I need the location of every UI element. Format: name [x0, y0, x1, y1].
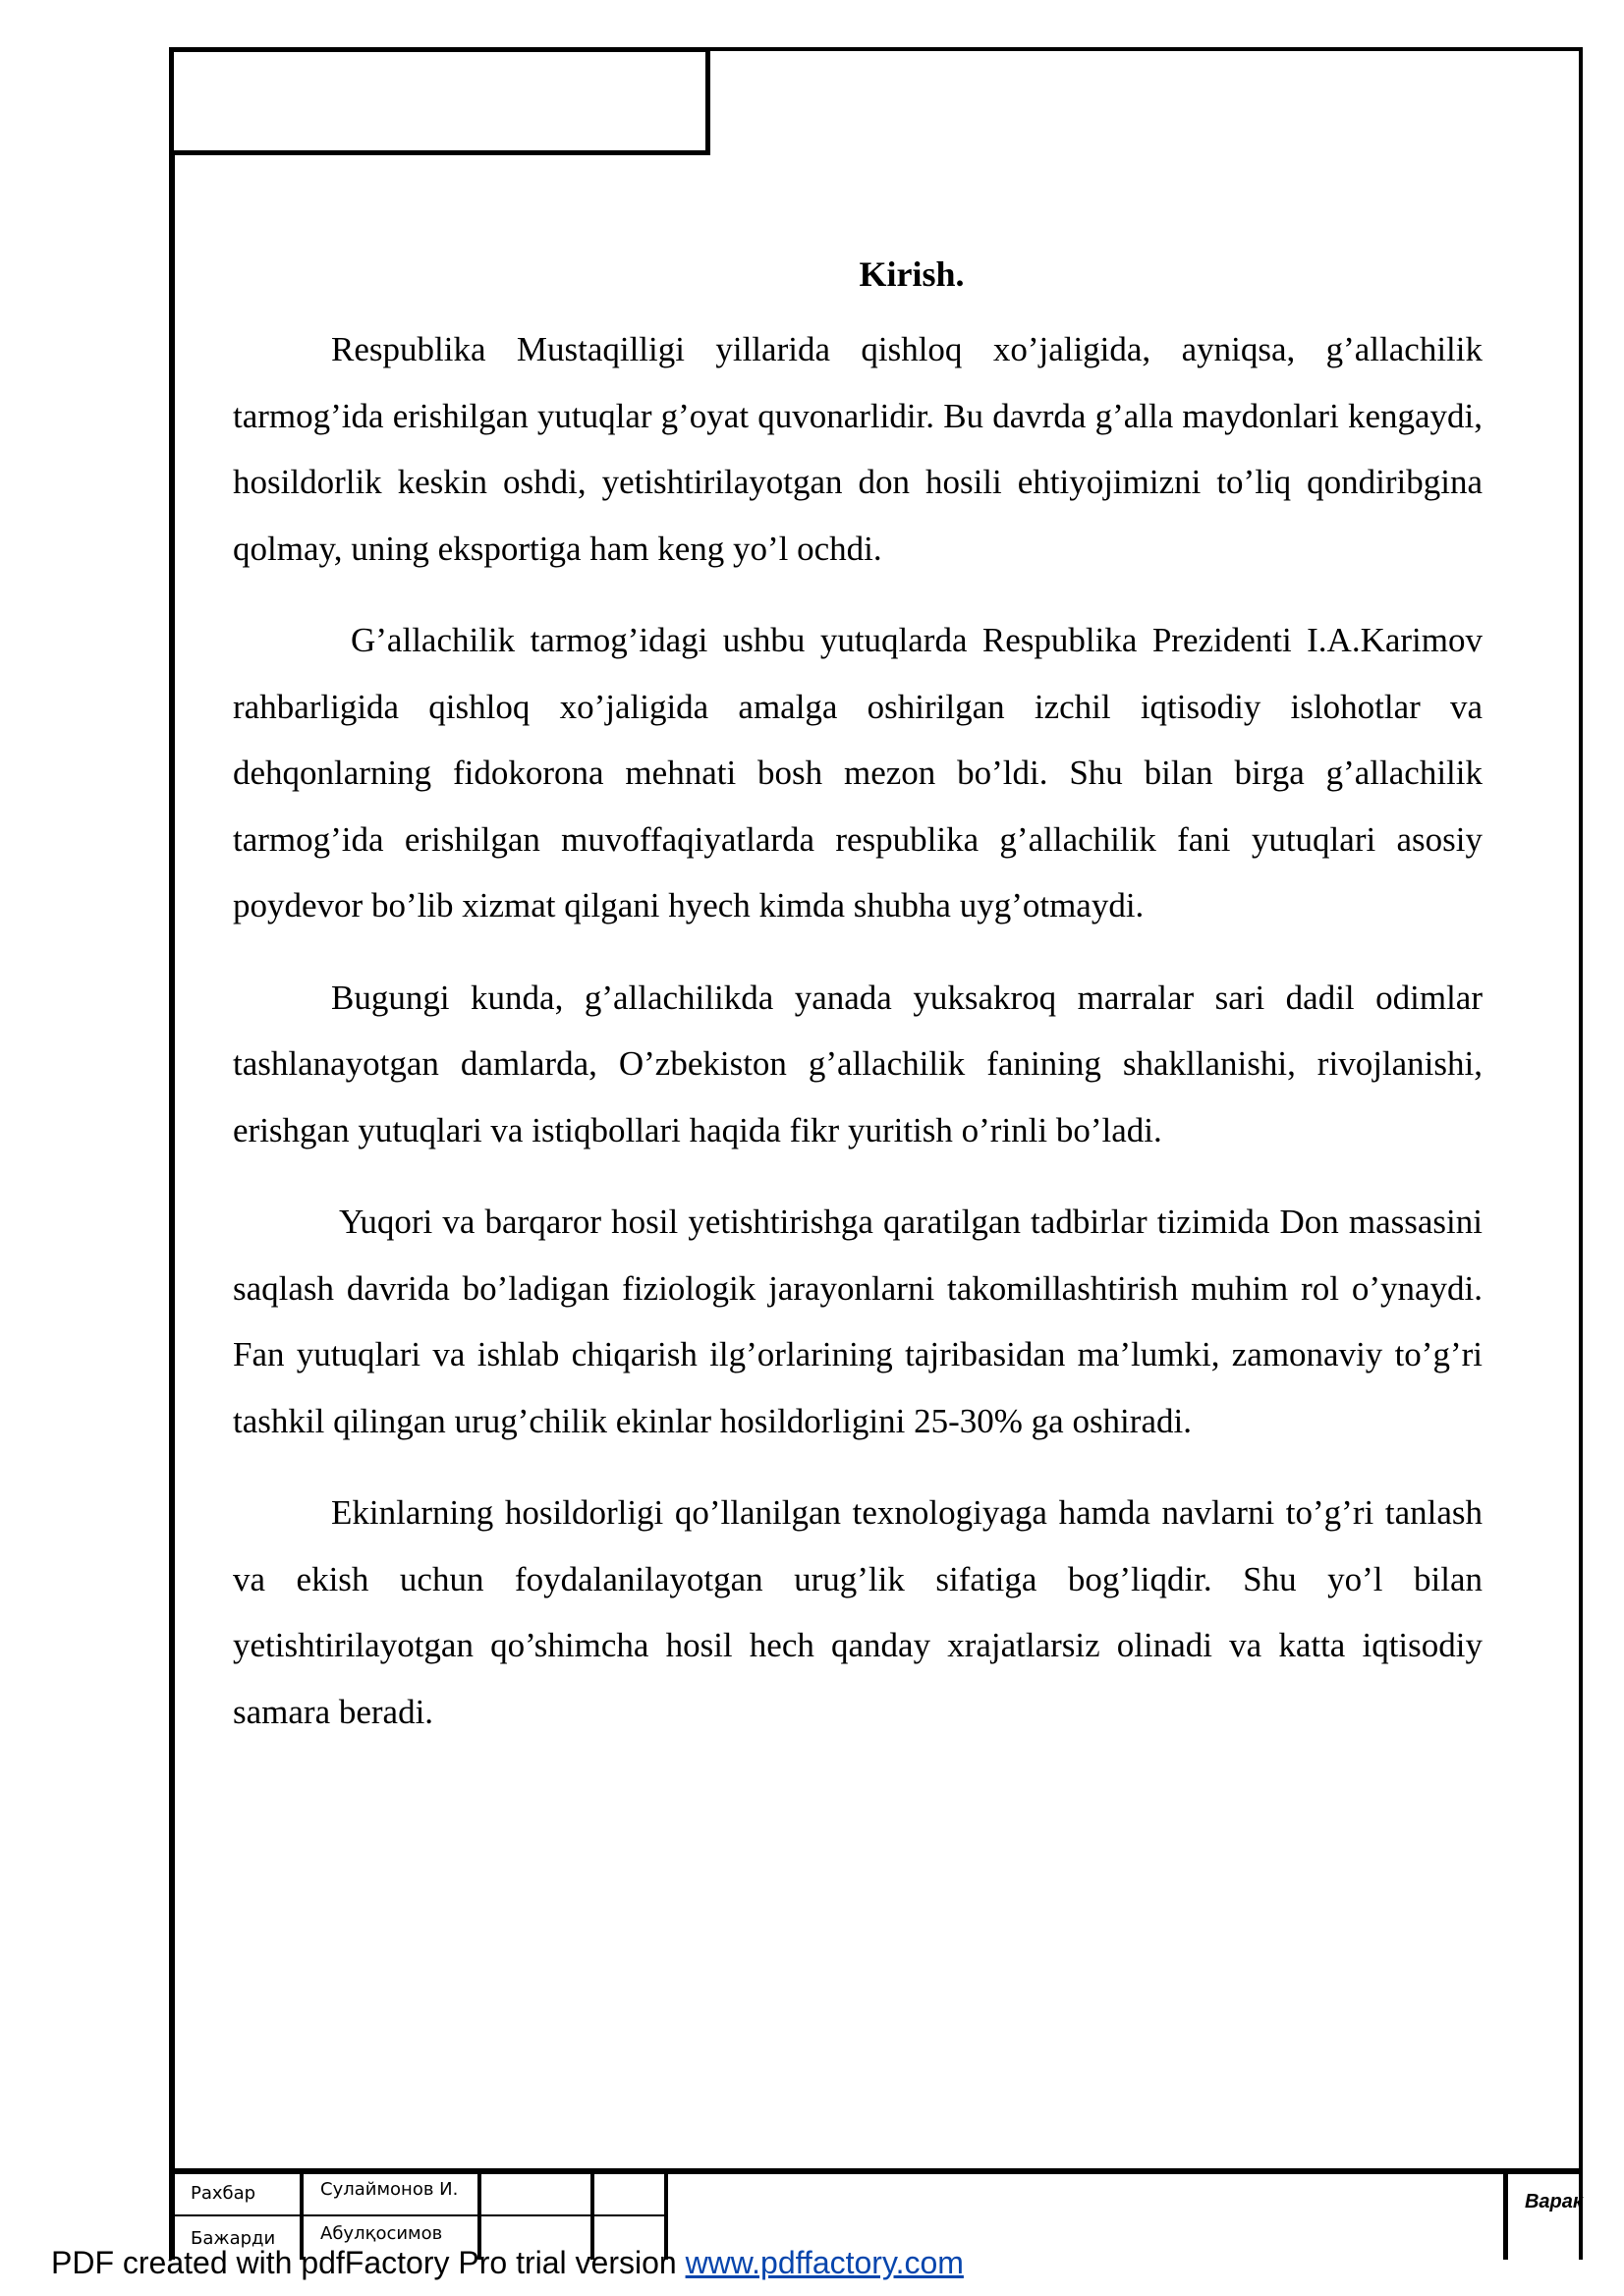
paragraph-3: Bugungi kunda, g’allachilikda yanada yuksakroq marralar sari dadil odimlar tashlanayotgan damlarda, O’zbekiston g’allachilik fanining shakllanishi, rivojlanishi, erishgan yutuqlari va istiqbollari haqida fikr yuritish o’rinli bo’ladi.: [233, 978, 1483, 1149]
stamp-role-executor: Бажарди: [191, 2228, 276, 2249]
paragraph-5: Ekinlarning hosildorligi qo’llanilgan texnologiyaga hamda navlarni to’g’ri tanlash va ekish uchun foydalanilayotgan urug’lik sifatiga bog’liqdir. Shu yo’l bilan yetishtirilayotgan qo’shimcha hosil hech qanday xrajatlarsiz olinadi va katta iqtisodiy samara beradi.: [233, 1493, 1483, 1731]
paragraph-1: Respublika Mustaqilligi yillarida qishloq xo’jaligida, ayniqsa, g’allachilik tarmog’ida erishilgan yutuqlar g’oyat quvonarlidir. Bu davrda g’alla maydonlari kengaydi, hosildorlik keskin oshdi, yetishtirilayotgan don hosili ehtiyojimizni to’liq qondiribgina qolmay, uning eksportiga ham keng yo’l ochdi.: [233, 330, 1483, 568]
sheet-box-divider: [1503, 2172, 1508, 2260]
stamp-sheet-label: Варак: [1524, 2191, 1583, 2212]
paragraph-4: Yuqori va barqaror hosil yetishtirishga qaratilgan tadbirlar tizimida Don massasini saqlash davrida bo’ladigan fiziologik jarayonlarni takomillashtirish muhim rol o’ynaydi. Fan yutuqlari va ishlab chiqarish ilg’orlarining tajribasidan ma’lumki, zamonaviy to’g’ri tashkil qilingan urug’chilik ekinlar hosildorligini 25-30% ga oshiradi.: [233, 1203, 1483, 1440]
title-corner-box: [169, 47, 710, 155]
pdf-footer: [51, 2245, 964, 2280]
stamp-top-rule: [169, 2168, 1583, 2174]
footer-link[interactable]: www.pdffactory.com: [685, 2245, 964, 2280]
stamp-name-executor: Абулқосимов: [320, 2223, 443, 2244]
document-title: Kirish.: [859, 254, 965, 294]
footer-text: PDF created with pdfFactory Pro trial version: [51, 2245, 686, 2280]
stamp-role-supervisor: Рахбар: [191, 2183, 256, 2204]
stamp-row-rule: [169, 2214, 668, 2216]
document-body: [233, 251, 1483, 1770]
stamp-name-supervisor: Сулаймонов И.: [320, 2179, 459, 2200]
paragraph-2: G’allachilik tarmog’idagi ushbu yutuqlarda Respublika Prezidenti I.A.Karimov rahbarligida qishloq xo’jaligida amalga oshirilgan izchil iqtisodiy islohotlar va dehqonlarning fidokorona mehnati bosh mezon bo’ldi. Shu bilan birga g’allachilik tarmog’ida erishilgan muvoffaqiyatlarda respublika g’allachilik fani yutuqlari asosiy poydevor bo’lib xizmat qilgani hyech kimda shubha uyg’otmaydi.: [233, 621, 1483, 924]
